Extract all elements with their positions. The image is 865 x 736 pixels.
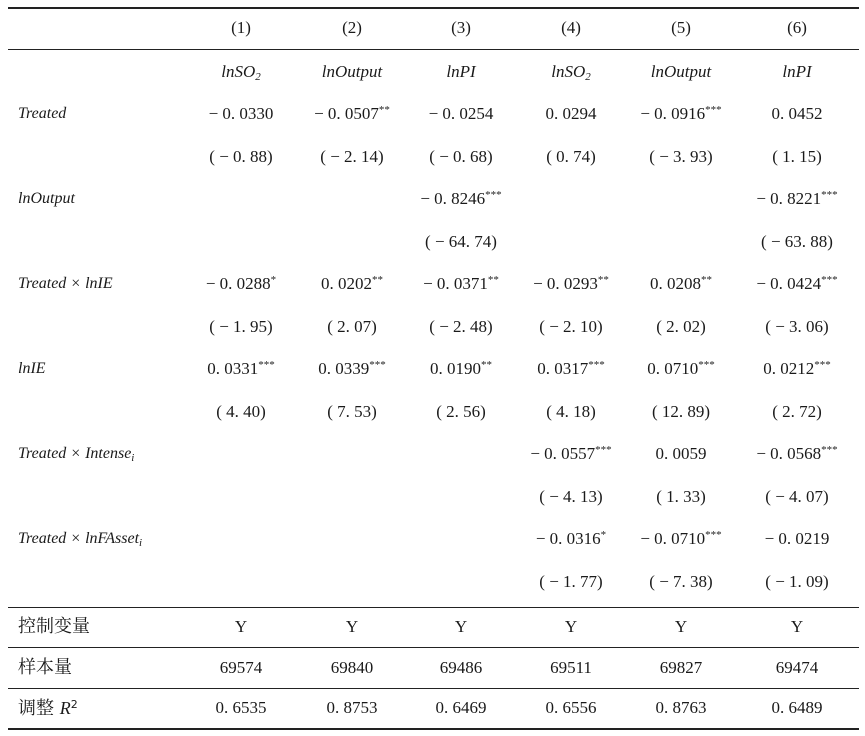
footer-value-text: 69840 xyxy=(330,658,374,677)
t-statistic-value: ( 2. 07) xyxy=(327,317,377,336)
row-label-text: lnIE xyxy=(18,360,46,377)
t-statistic-value: ( − 3. 93) xyxy=(649,147,713,166)
footer-label-text: 样本量 xyxy=(18,657,72,678)
significance-stars: *** xyxy=(485,189,502,201)
dependent-variable xyxy=(405,58,517,86)
coefficient-value: − 0. 0710 xyxy=(640,529,706,548)
t-statistic-value: ( − 0. 68) xyxy=(429,147,493,166)
footer-value-text: Y xyxy=(790,617,804,636)
footer-value-text: 0. 6556 xyxy=(545,698,597,717)
t-statistic-cell xyxy=(625,398,737,426)
coefficient-cell xyxy=(625,100,737,128)
significance-stars: *** xyxy=(821,444,838,456)
footer-value xyxy=(625,694,737,722)
coefficient-value: 0. 0212 xyxy=(763,359,815,378)
t-statistic-cell xyxy=(515,313,627,341)
dependent-variable xyxy=(625,58,737,86)
significance-stars: ** xyxy=(701,274,712,286)
t-statistic-value: ( 4. 40) xyxy=(216,402,266,421)
t-statistic-cell xyxy=(625,143,737,171)
dependent-variable xyxy=(185,58,297,86)
coefficient-cell xyxy=(515,100,627,128)
coefficient-cell xyxy=(515,355,627,383)
t-statistic-cell xyxy=(185,483,297,511)
coefficient-value: 0. 0452 xyxy=(771,104,823,123)
coefficient-cell xyxy=(515,525,627,553)
coefficient-cell xyxy=(405,270,517,298)
coefficient-cell xyxy=(625,270,737,298)
coefficient-value: − 0. 0219 xyxy=(764,529,830,548)
significance-stars: *** xyxy=(258,359,275,371)
footer-value-text: 0. 6489 xyxy=(771,698,823,717)
coefficient-cell xyxy=(741,100,853,128)
footer-label-symbol: R xyxy=(59,698,71,718)
coefficient-value: − 0. 0254 xyxy=(428,104,494,123)
significance-stars: ** xyxy=(597,274,609,286)
column-number-text: (1) xyxy=(231,18,251,37)
coefficient-value: − 0. 0507 xyxy=(314,104,379,123)
coefficient-cell xyxy=(741,270,853,298)
t-statistic-cell xyxy=(405,398,517,426)
column-number-text: (4) xyxy=(561,18,581,37)
footer-value-text: 69486 xyxy=(439,658,483,677)
t-statistic-cell xyxy=(296,313,408,341)
footer-label-prefix: 调整 xyxy=(18,698,60,719)
coefficient-cell xyxy=(625,185,737,213)
coefficient-value: − 0. 8221 xyxy=(756,189,822,208)
t-statistic-cell xyxy=(185,228,297,256)
footer-rule-2 xyxy=(8,688,859,689)
coefficient-value: 0. 0190 xyxy=(430,359,481,378)
t-statistic-cell xyxy=(185,313,297,341)
t-statistic-cell xyxy=(515,228,627,256)
dependent-variable-subscript: 2 xyxy=(585,71,591,83)
footer-value xyxy=(625,613,737,641)
t-statistic-cell xyxy=(625,483,737,511)
coefficient-cell xyxy=(296,440,408,468)
footer-value xyxy=(625,654,737,682)
significance-stars: ** xyxy=(487,274,499,286)
coefficient-cell xyxy=(741,355,853,383)
coefficient-cell xyxy=(405,525,517,553)
dependent-variable xyxy=(515,58,627,86)
row-label-subscript: i xyxy=(131,452,135,464)
dependent-variable xyxy=(741,58,853,86)
coefficient-cell xyxy=(405,100,517,128)
coefficient-cell xyxy=(185,185,297,213)
dependent-variable-name: lnOutput xyxy=(650,62,712,81)
coefficient-cell xyxy=(185,525,297,553)
coefficient-value: − 0. 0288 xyxy=(205,274,271,293)
coefficient-cell xyxy=(741,185,853,213)
footer-value xyxy=(185,613,297,641)
t-statistic-cell xyxy=(625,568,737,596)
footer-value xyxy=(296,613,408,641)
dependent-variable-name: lnOutput xyxy=(321,62,383,81)
coefficient-value: 0. 0202 xyxy=(321,274,372,293)
t-statistic-cell xyxy=(185,398,297,426)
significance-stars: *** xyxy=(821,189,838,201)
coefficient-cell xyxy=(405,355,517,383)
t-statistic-value: ( − 1. 77) xyxy=(539,572,603,591)
footer-value xyxy=(185,694,297,722)
coefficient-cell xyxy=(185,100,297,128)
t-statistic-value: ( 12. 89) xyxy=(651,402,711,421)
footer-value xyxy=(405,654,517,682)
significance-stars: ** xyxy=(378,104,390,116)
t-statistic-cell xyxy=(625,313,737,341)
coefficient-value: − 0. 0916 xyxy=(640,104,706,123)
significance-stars: *** xyxy=(705,104,722,116)
column-number xyxy=(515,14,627,42)
column-number-text: (6) xyxy=(787,18,807,37)
t-statistic-value: ( − 2. 48) xyxy=(429,317,493,336)
footer-value-text: 69511 xyxy=(550,658,592,677)
t-statistic-value: ( − 64. 74) xyxy=(425,232,497,251)
t-statistic-value: ( − 2. 10) xyxy=(539,317,603,336)
t-statistic-cell xyxy=(405,143,517,171)
row-label-text: Treated × lnFAsset xyxy=(18,530,140,547)
t-statistic-cell xyxy=(515,143,627,171)
t-statistic-cell xyxy=(405,568,517,596)
t-statistic-value: ( − 0. 88) xyxy=(209,147,273,166)
significance-stars: * xyxy=(270,274,277,286)
top-rule xyxy=(8,7,859,9)
t-statistic-cell xyxy=(405,313,517,341)
footer-value xyxy=(296,654,408,682)
t-statistic-value: ( − 7. 38) xyxy=(649,572,713,591)
column-number-text: (3) xyxy=(451,18,471,37)
t-statistic-value: ( − 2. 14) xyxy=(320,147,384,166)
footer-value-text: 69474 xyxy=(775,658,819,677)
coefficient-cell xyxy=(185,355,297,383)
coefficient-cell xyxy=(296,355,408,383)
row-label-text: Treated xyxy=(18,105,67,122)
t-statistic-value: ( − 1. 95) xyxy=(209,317,273,336)
t-statistic-cell xyxy=(741,143,853,171)
footer-value xyxy=(741,654,853,682)
t-statistic-cell xyxy=(741,313,853,341)
significance-stars: *** xyxy=(821,274,838,286)
column-number xyxy=(405,14,517,42)
coefficient-value: − 0. 0557 xyxy=(530,444,596,463)
footer-value-text: 69574 xyxy=(219,658,263,677)
coefficient-value: 0. 0331 xyxy=(207,359,259,378)
dependent-variable-subscript: 2 xyxy=(255,71,261,83)
t-statistic-cell xyxy=(296,568,408,596)
t-statistic-value: ( − 1. 09) xyxy=(765,572,829,591)
t-statistic-value: ( 1. 15) xyxy=(772,147,822,166)
significance-stars: *** xyxy=(369,359,386,371)
row-label-subscript: i xyxy=(139,537,143,549)
coefficient-cell xyxy=(515,270,627,298)
column-number-text: (5) xyxy=(671,18,691,37)
t-statistic-value: ( − 4. 13) xyxy=(539,487,603,506)
coefficient-value: − 0. 0316 xyxy=(535,529,601,548)
footer-value xyxy=(296,694,408,722)
column-number xyxy=(741,14,853,42)
coefficient-cell xyxy=(625,355,737,383)
coefficient-cell xyxy=(625,440,737,468)
footer-value xyxy=(515,694,627,722)
t-statistic-cell xyxy=(625,228,737,256)
coefficient-value: 0. 0710 xyxy=(647,359,699,378)
significance-stars: *** xyxy=(814,359,831,371)
t-statistic-value: ( 2. 56) xyxy=(436,402,486,421)
header-rule xyxy=(8,49,859,50)
significance-stars: * xyxy=(600,529,607,541)
coefficient-value: − 0. 0568 xyxy=(756,444,822,463)
column-number xyxy=(185,14,297,42)
coefficient-value: 0. 0317 xyxy=(537,359,589,378)
coefficient-cell xyxy=(296,185,408,213)
significance-stars: *** xyxy=(698,359,715,371)
dependent-variable-name: lnSO xyxy=(551,62,586,81)
coefficient-value: 0. 0059 xyxy=(655,444,707,463)
significance-stars: ** xyxy=(481,359,492,371)
footer-value xyxy=(741,613,853,641)
dependent-variable-name: lnPI xyxy=(446,62,476,81)
t-statistic-cell xyxy=(741,228,853,256)
t-statistic-cell xyxy=(296,228,408,256)
t-statistic-cell xyxy=(741,398,853,426)
row-label-text: lnOutput xyxy=(18,190,75,207)
t-statistic-value: ( 1. 33) xyxy=(656,487,706,506)
coefficient-cell xyxy=(296,270,408,298)
footer-value-text: 0. 8753 xyxy=(326,698,378,717)
coefficient-value: − 0. 0424 xyxy=(756,274,822,293)
footer-value xyxy=(515,613,627,641)
footer-rule-1 xyxy=(8,647,859,648)
footer-value xyxy=(405,694,517,722)
coefficient-cell xyxy=(741,525,853,553)
t-statistic-cell xyxy=(405,483,517,511)
t-statistic-value: ( − 63. 88) xyxy=(761,232,833,251)
footer-value xyxy=(741,694,853,722)
coefficient-cell xyxy=(625,525,737,553)
footer-value xyxy=(185,654,297,682)
column-number xyxy=(625,14,737,42)
coefficient-cell xyxy=(296,100,408,128)
t-statistic-cell xyxy=(405,228,517,256)
coefficient-cell xyxy=(741,440,853,468)
footer-value-text: 0. 6535 xyxy=(215,698,267,717)
row-label-text: Treated × lnIE xyxy=(18,275,113,292)
footer-value-text: 0. 8763 xyxy=(655,698,707,717)
t-statistic-cell xyxy=(296,398,408,426)
dependent-variable-name: lnPI xyxy=(782,62,812,81)
body-bottom-rule xyxy=(8,607,859,608)
footer-value-text: Y xyxy=(564,617,578,636)
t-statistic-cell xyxy=(296,143,408,171)
footer-label-text: 控制变量 xyxy=(18,616,90,637)
column-number-text: (2) xyxy=(342,18,362,37)
coefficient-value: 0. 0339 xyxy=(318,359,370,378)
coefficient-cell xyxy=(296,525,408,553)
significance-stars: *** xyxy=(705,529,722,541)
t-statistic-cell xyxy=(741,568,853,596)
footer-value-text: 69827 xyxy=(659,658,703,677)
coefficient-cell xyxy=(185,440,297,468)
coefficient-cell xyxy=(405,440,517,468)
column-number xyxy=(296,14,408,42)
t-statistic-cell xyxy=(741,483,853,511)
footer-value-text: Y xyxy=(674,617,688,636)
t-statistic-value: ( − 3. 06) xyxy=(765,317,829,336)
t-statistic-value: ( 7. 53) xyxy=(327,402,377,421)
t-statistic-value: ( 4. 18) xyxy=(546,402,596,421)
significance-stars: *** xyxy=(588,359,605,371)
t-statistic-value: ( − 4. 07) xyxy=(765,487,829,506)
coefficient-value: − 0. 0330 xyxy=(208,104,274,123)
t-statistic-cell xyxy=(185,143,297,171)
footer-label-superscript: 2 xyxy=(70,698,78,711)
footer-value-text: Y xyxy=(454,617,468,636)
significance-stars: ** xyxy=(372,274,383,286)
coefficient-cell xyxy=(515,185,627,213)
t-statistic-cell xyxy=(515,483,627,511)
row-label-text: Treated × Intense xyxy=(18,445,132,462)
footer-value-text: 0. 6469 xyxy=(435,698,487,717)
coefficient-cell xyxy=(405,185,517,213)
footer-value-text: Y xyxy=(234,617,248,636)
coefficient-value: 0. 0208 xyxy=(650,274,701,293)
t-statistic-cell xyxy=(185,568,297,596)
coefficient-value: − 0. 0371 xyxy=(423,274,488,293)
significance-stars: *** xyxy=(595,444,612,456)
coefficient-value: 0. 0294 xyxy=(545,104,597,123)
coefficient-cell xyxy=(185,270,297,298)
t-statistic-cell xyxy=(515,568,627,596)
coefficient-cell xyxy=(515,440,627,468)
bottom-rule xyxy=(8,728,859,730)
t-statistic-cell xyxy=(515,398,627,426)
t-statistic-value: ( 2. 72) xyxy=(772,402,822,421)
coefficient-value: − 0. 8246 xyxy=(420,189,486,208)
footer-value xyxy=(515,654,627,682)
footer-value xyxy=(405,613,517,641)
t-statistic-value: ( 2. 02) xyxy=(656,317,706,336)
coefficient-value: − 0. 0293 xyxy=(533,274,598,293)
dependent-variable xyxy=(296,58,408,86)
t-statistic-value: ( 0. 74) xyxy=(546,147,596,166)
footer-value-text: Y xyxy=(345,617,359,636)
dependent-variable-name: lnSO xyxy=(221,62,256,81)
t-statistic-cell xyxy=(296,483,408,511)
